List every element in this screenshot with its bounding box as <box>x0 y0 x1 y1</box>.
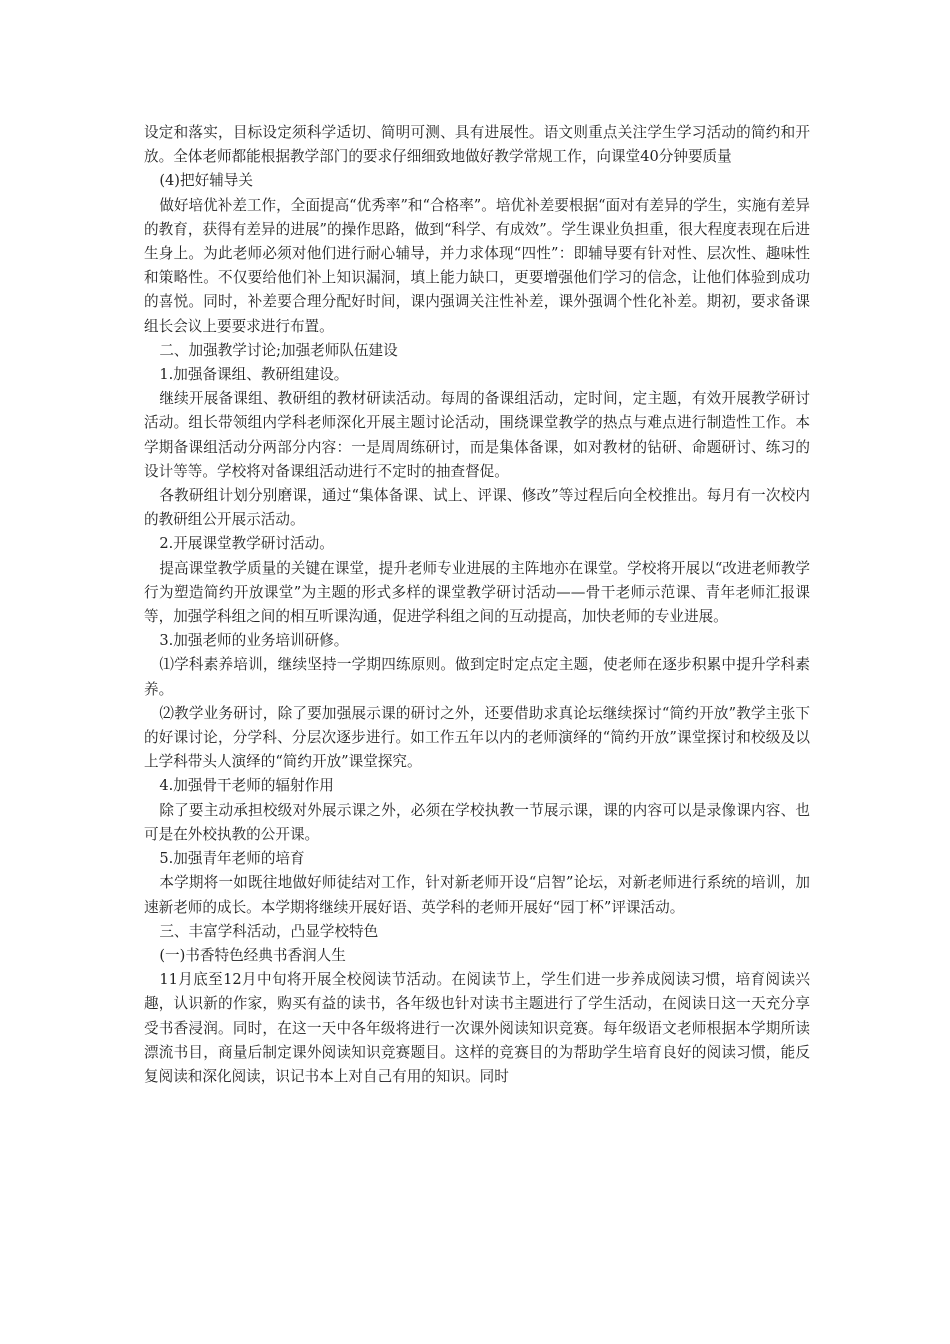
section-heading: 1.加强备课组、教研组建设。 <box>159 366 349 384</box>
paragraph: 继续开展备课组、教研组的教材研读活动。每周的备课组活动，定时间，定主题，有效开展教学研讨活动。组长带领组内学科老师深化开展主题讨论活动，围绕课堂教学的热点与难点进行制造性工作。本学期备课组活动分两部分内容：一是周周练研讨，而是集体备课，如对教材的钻研、命题研讨、练习的设计等等。学校将对备课组活动进行不定时的抽查督促。 <box>144 390 810 480</box>
section-heading: 二、加强教学讨论;加强老师队伍建设 <box>159 341 398 359</box>
section-heading: 三、丰富学科活动，凸显学校特色 <box>159 922 379 940</box>
section-heading: (4)把好辅导关 <box>159 172 253 190</box>
paragraph: 除了要主动承担校级对外展示课之外，必须在学校执教一节展示课，课的内容可以是录像课内容、也可是在外校执教的公开课。 <box>144 801 810 843</box>
paragraph: 提高课堂教学质量的关键在课堂，提升老师专业进展的主阵地亦在课堂。学校将开展以“改进老师教学行为塑造简约开放课堂”为主题的形式多样的课堂教学研讨活动——骨干老师示范课、青年老师汇报课等，加强学科组之间的相互听课沟通，促进学科组之间的互动提高，加快老师的专业进展。 <box>144 559 810 626</box>
section-heading: 2.开展课堂教学研讨活动。 <box>159 535 334 553</box>
paragraph: 11月底至12月中旬将开展全校阅读节活动。在阅读节上，学生们进一步养成阅读习惯，培育阅读兴趣，认识新的作家，购买有益的读书，各年级也针对读书主题进行了学生活动，在阅读日这一天充分享受书香浸润。同时，在这一天中各年级将进行一次课外阅读知识竞赛。每年级语文老师根据本学期所读漂流书目，商量后制定课外阅读知识竞赛题目。这样的竞赛目的为帮助学生培育良好的阅读习惯，能反复阅读和深化阅读，识记书本上对自己有用的知识。同时 <box>144 971 810 1085</box>
paragraph: 各教研组计划分别磨课，通过“集体备课、试上、评课、修改”等过程后向全校推出。每月有一次校内的教研组公开展示活动。 <box>144 487 810 529</box>
paragraph: 本学期将一如既往地做好师徒结对工作，针对新老师开设“启智”论坛，对新老师进行系统的培训，加速新老师的成长。本学期将继续开展好语、英学科的老师开展好“园丁杯”评课活动。 <box>144 874 810 916</box>
document-body <box>144 121 810 1089</box>
paragraph: 做好培优补差工作，全面提高“优秀率”和“合格率”。培优补差要根据“面对有差异的学生，实施有差异的教育，获得有差异的进展”的操作思路，做到“科学、有成效”。学生课业负担重，很大程度表现在后进生身上。为此老师必须对他们进行耐心辅导，并力求体现“四性”：即辅导要有针对性、层次性、趣味性和策略性。不仅要给他们补上知识漏洞，填上能力缺口，更要增强他们学习的信念，让他们体验到成功的喜悦。同时，补差要合理分配好时间，课内强调关注性补差，课外强调个性化补差。期初，要求备课组长会议上要要求进行布置。 <box>144 196 810 335</box>
section-heading: (一)书香特色经典书香润人生 <box>159 946 346 964</box>
section-heading: 3.加强老师的业务培训研修。 <box>159 632 349 650</box>
section-heading: 4.加强骨干老师的辐射作用 <box>159 777 334 795</box>
paragraph: 设定和落实，目标设定须科学适切、简明可测、具有进展性。语文则重点关注学生学习活动的简约和开放。全体老师都能根据教学部门的要求仔细细致地做好教学常规工作，向课堂40分钟要质量 <box>144 124 810 166</box>
paragraph: ⑴学科素养培训，继续坚持一学期四练原则。做到定时定点定主题，使老师在逐步积累中提升学科素养。 <box>144 656 810 698</box>
paragraph: ⑵教学业务研讨，除了要加强展示课的研讨之外，还要借助求真论坛继续探讨“简约开放”教学主张下的好课讨论，分学科、分层次逐步进行。如工作五年以内的老师演绎的“简约开放”课堂探讨和校级及以上学科带头人演绎的“简约开放”课堂探究。 <box>144 704 810 771</box>
section-heading: 5.加强青年老师的培育 <box>159 850 305 868</box>
